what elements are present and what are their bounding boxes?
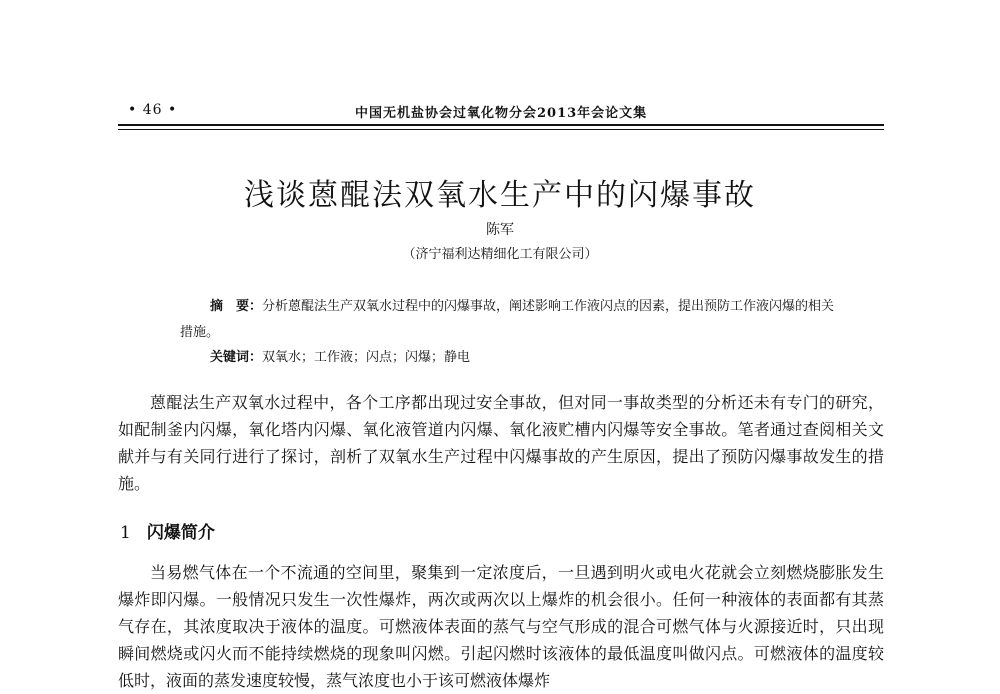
paper-title: 浅谈蒽醌法双氧水生产中的闪爆事故	[244, 178, 756, 213]
section-body-paragraph: 当易燃气体在一个不流通的空间里，聚集到一定浓度后，一旦遇到明火或电火花就会立刻燃烧膨胀发生爆炸即闪爆。一般情况只发生一次性爆炸，两次或两次以上爆炸的机会很小。任何一种液体的表面都有其蒸气存在，其浓度取决于液体的温度。可燃液体表面的蒸气与空气形成的混合可燃气体与火源接近时，只出现瞬间燃烧或闪火而不能持续燃烧的现象叫闪燃。引起闪燃时该液体的最低温度叫做闪点。可燃液体的温度较低时，液面的蒸发速度较慢，蒸气浓度也小于该可燃液体爆炸	[118, 563, 884, 690]
abstract	[180, 294, 842, 346]
abstract-text: 分析蒽醌法生产双氧水过程中的闪爆事故，阐述影响工作液闪点的因素，提出预防工作液闪爆的相关措施。	[180, 299, 835, 340]
section-title: 闪爆简介	[146, 523, 215, 543]
abstract-label: 摘 要：	[210, 299, 263, 314]
keywords-text: 双氧水；工作液；闪点；闪爆；静电	[262, 350, 471, 365]
header-rule-thin	[118, 129, 884, 130]
section-heading	[120, 518, 215, 543]
author: 陈军	[486, 222, 514, 238]
affiliation: （济宁福利达精细化工有限公司）	[402, 247, 598, 262]
section-number: 1	[120, 523, 131, 543]
running-header: 中国无机盐协会过氧化物分会2013年会论文集	[355, 106, 648, 121]
page-number: • 46 •	[128, 102, 178, 118]
intro-paragraph: 蒽醌法生产双氧水过程中，各个工序都出现过安全事故，但对同一事故类型的分析还未有专门的研究，如配制釜内闪爆，氧化塔内闪爆、氧化液管道内闪爆、氧化液贮槽内闪爆等安全事故。笔者通过查阅相关文献并与有关同行进行了探讨，剖析了双氧水生产过程中闪爆事故的产生原因，提出了预防闪爆事故发生的措施。	[118, 393, 884, 493]
keywords	[210, 346, 470, 365]
header-rule-thick	[118, 124, 884, 126]
keywords-label: 关键词：	[210, 350, 263, 365]
